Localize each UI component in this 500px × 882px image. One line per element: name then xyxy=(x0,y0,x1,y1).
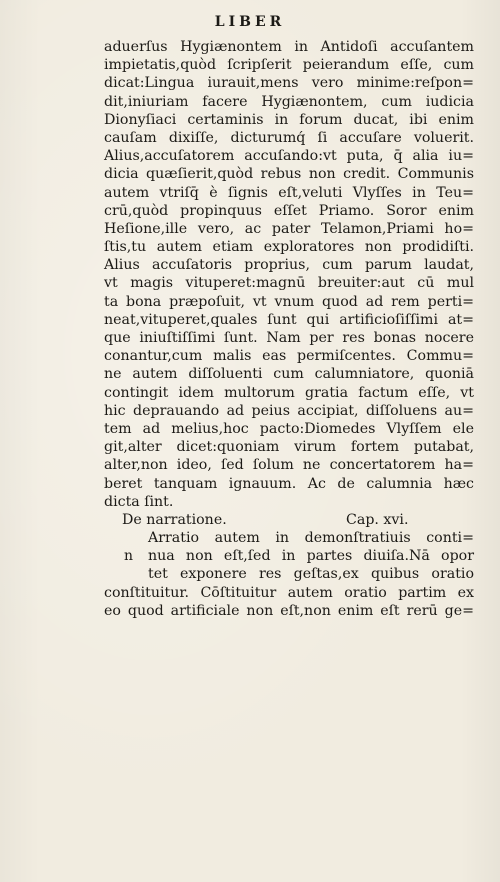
text-line: dicat:Lingua iurauit,mens vero minime:reſpon= xyxy=(104,75,474,92)
body-text xyxy=(104,38,474,620)
text-line: dicta ſint. xyxy=(104,493,174,510)
text-line: dit,iniuriam facere Hygiænontem, cum iudicia xyxy=(104,93,474,110)
text-line: eo quod artificiale non eſt,non enim eſt rerū ge= xyxy=(104,602,474,619)
text-line: alter,non ideo, ſed ſolum ne concertatorem ha= xyxy=(104,457,474,474)
text-line: impietatis,quòd ſcripſerit peierandum eſſe, cum xyxy=(104,57,474,74)
text-line: Heſione,ille vero, ac pater Telamon,Priami ho= xyxy=(104,220,474,237)
chapter-heading xyxy=(104,511,474,529)
text-line: aduerſus Hygiænontem in Antidoſi accuſantem xyxy=(104,39,474,55)
text-line: ta bona præpoſuit, vt vnum quod ad rem perti= xyxy=(104,293,474,310)
paragraph-narratione xyxy=(104,529,474,620)
paragraph-calumnia xyxy=(104,38,474,511)
text-line: contingit idem multorum gratia factum eſſe, vt xyxy=(104,384,474,401)
running-head: LIBER xyxy=(214,14,286,30)
full-lines xyxy=(104,584,474,620)
text-line: dicia quæſierit,quòd rebus non credit. Communis xyxy=(104,166,474,183)
text-line: tem ad melius,hoc pacto:Diomedes Vlyſſem ele xyxy=(104,420,474,437)
text-line: ne autem diſſoluenti cum calumniatore, quoniā xyxy=(104,366,474,383)
text-line: Alius accuſatoris proprius, cum parum laudat, xyxy=(104,257,474,274)
text-line: tet exponere res geſtas,ex quibus oratio xyxy=(148,566,474,583)
text-line: nua non eſt,ſed in partes diuiſa.Nā opor xyxy=(148,548,474,565)
text-line: vt magis vituperet:magnū breuiter:aut cū mul xyxy=(104,275,474,292)
text-line: Alius,accuſatorem accuſando:vt puta, q̄ alia iu= xyxy=(104,148,474,165)
text-line: conantur,cum malis eas permiſcentes. Commu= xyxy=(104,348,474,365)
text-line: crū,quòd propinquus eſſet Priamo. Soror enim xyxy=(104,202,474,219)
text-line: Dionyſiaci certaminis in forum ducat, ibi enim xyxy=(104,111,474,128)
text-line: hic deprauando ad peius accipiat, diſſoluens au= xyxy=(104,402,474,419)
text-line: git,alter dicet:quoniam virum fortem putabat, xyxy=(104,439,474,456)
text-line: beret tanquam ignauum. Ac de calumnia hæc xyxy=(104,475,474,492)
text-line: ſtis,tu autem etiam exploratores non prodidiſti. xyxy=(104,239,474,256)
chapter-title: De narratione. xyxy=(122,511,227,528)
text-line: conſtituitur. Cōſtituitur autem oratio partim ex xyxy=(104,584,474,601)
text-line: Arratio autem in demonſtratiuis conti= xyxy=(148,530,474,547)
initial-letter-guide: n xyxy=(124,548,134,565)
text-line: cauſam dixiſſe, dicturumq́ ſi accuſare voluerit. xyxy=(104,129,474,146)
indented-lines xyxy=(104,529,474,584)
text-line: que iniuſtiſſimi ſunt. Nam per res bonas nocere xyxy=(104,330,474,346)
chapter-number: Cap. xvi. xyxy=(346,511,409,528)
text-line: autem vtriſq̄ è ſignis eſt,veluti Vlyſſes in Teu= xyxy=(104,184,474,201)
text-line: neat,vituperet,quales ſunt qui artificioſiſſimi at= xyxy=(104,311,474,328)
